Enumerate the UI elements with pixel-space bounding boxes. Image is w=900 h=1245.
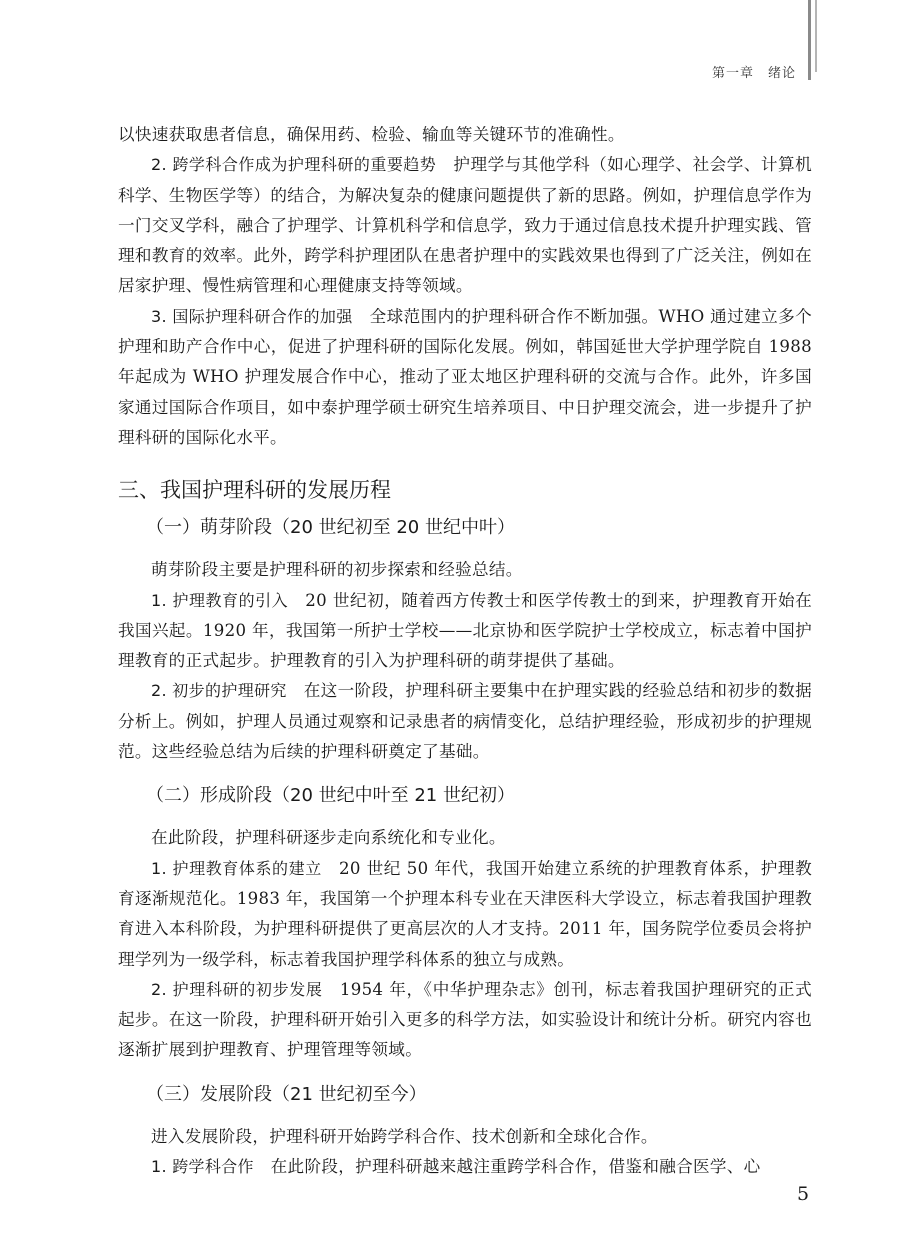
paragraph-interdisciplinary-trend [118, 150, 812, 301]
subsection-heading-formation: （二）形成阶段（20 世纪中叶至 21 世纪初） [146, 785, 515, 807]
section-heading: 三、我国护理科研的发展历程 [118, 478, 391, 503]
subsection-heading-sprouting: （一）萌芽阶段（20 世纪初至 20 世纪中叶） [146, 517, 515, 539]
item-lead: 1. 护理教育体系的建立 [151, 858, 322, 878]
page-number: 5 [797, 1183, 810, 1205]
paragraph-item [118, 676, 812, 767]
header-rule [808, 0, 811, 80]
header-rule-secondary [815, 0, 817, 72]
paragraph-item [118, 975, 812, 1066]
item-text: 护理学与其他学科（如心理学、社会学、计算机科学、生物医学等）的结合，为解决复杂的健康问题提供了新的思路。例如，护理信息学作为一门交叉学科，融合了护理学、计算机科学和信息学，致力于通过信息技术提升护理实践、管理和教育的效率。此外，跨学科护理团队在患者护理中的实践效果也得到了广泛关注，例如在居家护理、慢性病管理和心理健康支持等领域。 [118, 155, 812, 296]
item-text: 20 世纪 50 年代，我国开始建立系统的护理教育体系，护理教育逐渐规范化。1983 年，我国第一个护理本科专业在天津医科大学设立，标志着我国护理教育进入本科阶段，为护理科研提供了更高层次的人才支持。2011 年，国务院学位委员会将护理学列为一级学科，标志着我国护理学科体系的独立与成熟。 [118, 858, 813, 969]
subsection-heading-development: （三）发展阶段（21 世纪初至今） [146, 1083, 427, 1105]
paragraph-intro: 进入发展阶段，护理科研开始跨学科合作、技术创新和全球化合作。 [151, 1126, 658, 1146]
item-text: 20 世纪初，随着西方传教士和医学传教士的到来，护理教育开始在我国兴起。1920 年，我国第一所护士学校——北京协和医学院护士学校成立，标志着中国护理教育的正式起步。护理教育的引入为护理科研的萌芽提供了基础。 [118, 590, 812, 671]
paragraph-item [118, 854, 812, 975]
running-header-chapter: 第一章 绪论 [711, 66, 796, 81]
item-lead: 1. 跨学科合作 [151, 1157, 254, 1177]
paragraph-item [118, 586, 812, 677]
item-lead: 2. 护理科研的初步发展 [151, 979, 323, 999]
item-lead: 3. 国际护理科研合作的加强 [151, 306, 353, 326]
paragraph-intro: 萌芽阶段主要是护理科研的初步探索和经验总结。 [151, 560, 523, 580]
item-lead: 1. 护理教育的引入 [151, 590, 289, 610]
item-text: 在此阶段，护理科研越来越注重跨学科合作，借鉴和融合医学、心 [253, 1157, 761, 1177]
paragraph-continuation: 以快速获取患者信息，确保用药、检验、输血等关键环节的准确性。 [118, 125, 625, 144]
paragraph-item [118, 1152, 812, 1182]
item-text: 在这一阶段，护理科研主要集中在护理实践的经验总结和初步的数据分析上。例如，护理人员通过观察和记录患者的病情变化，总结护理经验，形成初步的护理规范。这些经验总结为后续的护理科研奠定了基础。 [118, 681, 812, 762]
item-text: 全球范围内的护理科研合作不断加强。WHO 通过建立多个护理和助产合作中心，促进了护理科研的国际化发展。例如，韩国延世大学护理学院自 1988 年起成为 WHO 护理发展合作中心，推动了亚太地区护理科研的交流与合作。此外，许多国家通过国际合作项目，如中泰护理学硕士研究生培养项目、中日护理交流会，进一步提升了护理科研的国际化水平。 [118, 306, 812, 447]
item-lead: 2. 初步的护理研究 [151, 681, 287, 701]
paragraph-international-cooperation [118, 302, 812, 453]
paragraph-intro: 在此阶段，护理科研逐步走向系统化和专业化。 [151, 828, 506, 848]
item-lead: 2. 跨学科合作成为护理科研的重要趋势 [151, 155, 437, 175]
page-body [118, 120, 812, 1182]
item-text: 1954 年，《中华护理杂志》创刊，标志着我国护理研究的正式起步。在这一阶段，护理科研开始引入更多的科学方法，如实验设计和统计分析。研究内容也逐渐扩展到护理教育、护理管理等领域。 [118, 979, 812, 1060]
